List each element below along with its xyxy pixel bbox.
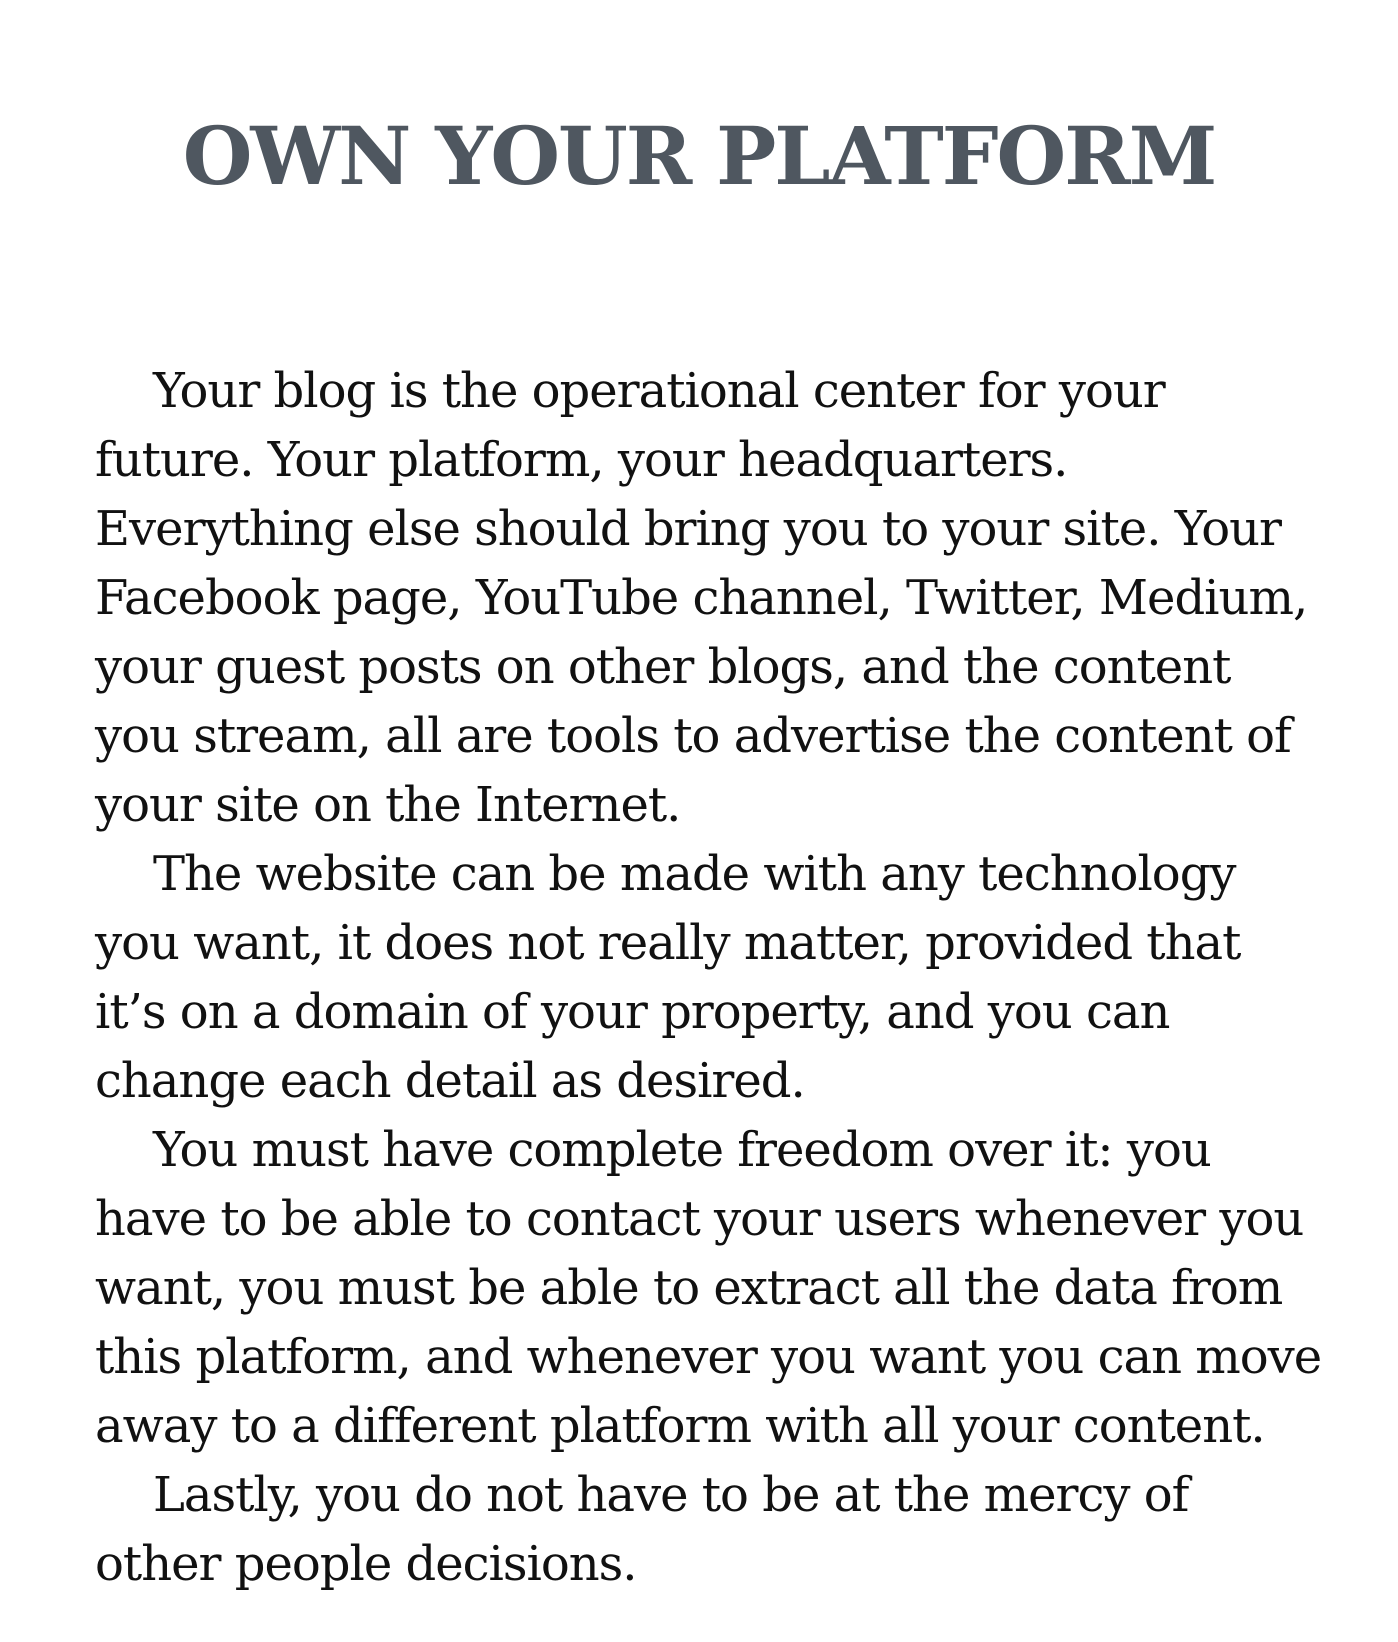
paragraph: Lastly, you do not have to be at the mercy of other people decisions. (95, 1467, 1189, 1592)
paragraph: You must have complete freedom over it: you have to be able to contact your users whenever you want, you must be able to extract all the data from this platform, and whenever you want you can move away to a different platform with all your content. (95, 1122, 1322, 1454)
chapter-title: OWN YOUR PLATFORM (182, 109, 1216, 203)
paragraph: The website can be made with any technology you want, it does not really matter, provided that it’s on a domain of your property, and you can change each detail as desired. (95, 846, 1241, 1109)
chapter-body (95, 357, 1325, 1599)
paragraph: Your blog is the operational center for your future. Your platform, your headquarters. Everything else should bring you to your site. Your Facebook page, YouTube channel, Twitter, Medium, your guest posts on other blogs, and the content you stream, all are tools to advertise the content of your site on the Internet. (95, 363, 1308, 833)
